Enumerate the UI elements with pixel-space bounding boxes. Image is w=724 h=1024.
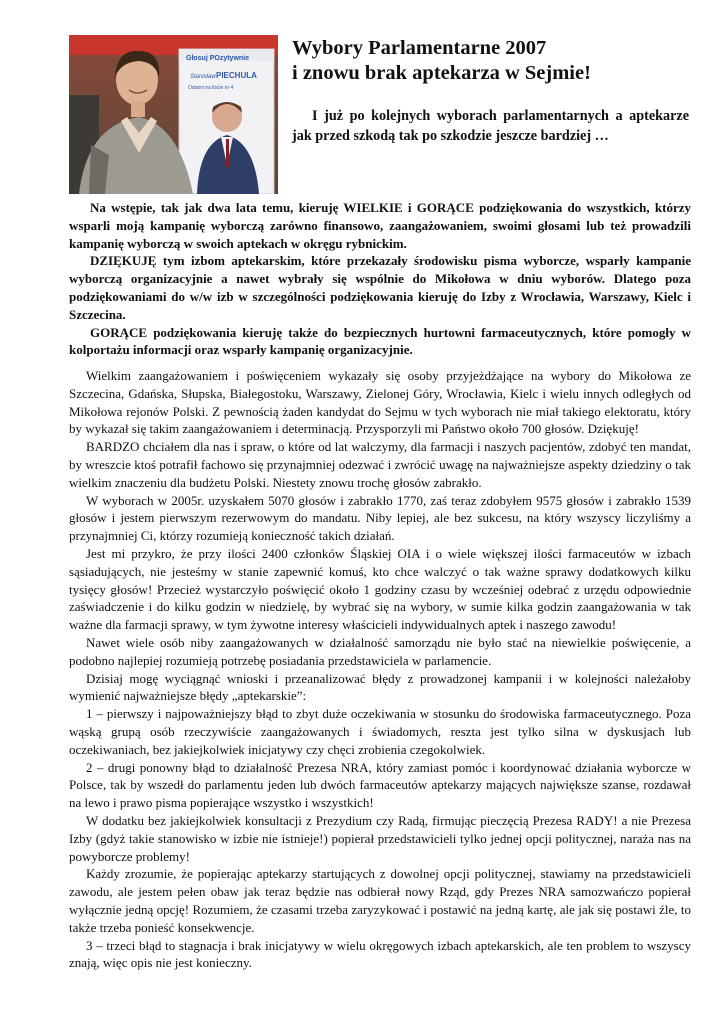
article-body <box>69 367 691 972</box>
poster-first-name: Stanisław <box>190 74 216 80</box>
body-paragraph: 2 – drugi ponowny błąd to działalność Prezesa NRA, który zamiast pomóc i koordynować działania wyborcze w Polsce, tak by wszedł do parlamentu jeden lub dwóch farmaceutów aptekarzy mających największe szanse, rozdawał na lewo i prawo pisma popierające wszystko i wszystkich! <box>69 759 691 811</box>
thanks-paragraph: Na wstępie, tak jak dwa lata temu, kieruję WIELKIE i GORĄCE podziękowania do wszystkich, którzy wsparli moją kampanię wyborczą zarówno finansowo, zaangażowaniem, swoimi głosami lub też prowadzili kampanię wyborczą w swoich aptekach w okręgu rybnickim. <box>69 200 691 251</box>
body-paragraph: Nawet wiele osób niby zaangażowanych w działalność samorządu nie było stać na niewielkie poświęcenie, a podobno najlepiej rozumieją potrzebę posiadania przedstawiciela w parlamencie. <box>69 634 691 668</box>
body-paragraph: W wyborach w 2005r. uzyskałem 5070 głosów i zabrakło 1770, zaś teraz zdobyłem 9575 głosów i zabrakło 1539 głosów i jestem pierwszym rezerwowym do mandatu. Niby lepiej, ale bez sukcesu, na który wszyscy liczyliśmy a przynajmniej Ci, którzy rozumieją konieczność takich działań. <box>69 492 691 544</box>
body-paragraph: Jest mi przykro, że przy ilości 2400 członków Śląskiej OIA i o wiele większej ilości farmaceutów w izbach sąsiadujących, nie jesteśmy w stanie zapewnić komuś, kto chce walczyć o tak ważne sprawy dodatkowych kilku tysięcy głosów! Przecież wystarczyło poświęcić około 1 godziny czasu by wcześniej odebrać z urzędu odpowiednie zaświadczenie i do kilku godzin w niedzielę, by wybrać się na wybory, w sumie kilka godzin zaangażowania w tak ważne dla farmacji sprawy, w tym żywotne interesy właścicieli indywidualnych aptek i naszego zawodu! <box>69 545 691 633</box>
intro-paragraph: I już po kolejnych wyborach parlamentarnych a aptekarze jak przed szkodą tak po szkodzie jeszcze bardziej … <box>292 108 689 144</box>
campaign-photo <box>69 35 278 194</box>
title-line-1: Wybory Parlamentarne 2007 <box>292 37 547 59</box>
body-paragraph: Dzisiaj mogę wyciągnąć wnioski i przeanalizować błędy z prowadzonej kampanii i w kolejności należałoby wymienić najważniejsze błędy „aptekarskie”: <box>69 670 691 704</box>
title-line-2: i znowu brak aptekarza w Sejmie! <box>292 62 591 84</box>
body-paragraph: Wielkim zaangażowaniem i poświęceniem wykazały się osoby przyjeżdżające na wybory do Mikołowa ze Szczecina, Gdańska, Słupska, Białegostoku, Warszawy, Zielonej Góry, Wrocławia, Kielc i wielu innych odległych od Mikołowa rejonów Polski. Z pewnością żaden kandydat do Sejmu w tych wyborach nie miał takiego elektoratu, który by wykazał się takim zaangażowaniem i determinacją. Przysporzyli mi Państwo około 700 głosów. Dziękuję! <box>69 368 691 437</box>
body-paragraph: 3 – trzeci błąd to stagnacja i brak inicjatywy w wielu okręgowych izbach aptekarskich, ale ten problem to wszyscy znają, więc opis nie jest konieczny. <box>69 937 691 971</box>
thanks-section <box>69 199 691 359</box>
poster-list-info: Ostatni na liście nr 4 <box>188 85 234 91</box>
body-paragraph: W dodatku bez jakiejkolwiek konsultacji z Prezydium czy Radą, firmując pieczęcią Prezesa RADY! a nie Prezesa Izby (gdyż takie stanowisko w izbie nie istnieje!) popierał przedstawicieli tylko jednej opcji politycznej, naraża nas na powyborcze problemy! <box>69 812 691 864</box>
article-title <box>292 36 692 86</box>
thanks-paragraph: DZIĘKUJĘ tym izbom aptekarskim, które przekazały środowisku pisma wyborcze, wsparły kampanie wyborczą organizacyjnie a nawet wybrały się wspólnie do Mikołowa w dniu wyborów. Dlatego poza podziękowaniami do w/w izb w szczególności podziękowania kieruję do Izby z Wrocławia, Warszawy, Kielc i Szczecina. <box>69 253 691 322</box>
thanks-paragraph: GORĄCE podziękowania kieruję także do bezpiecznych hurtowni farmaceutycznych, które pomogły w kolportażu informacji oraz wsparły kampanię organizacyjnie. <box>69 324 691 358</box>
poster-last-name: PIECHULA <box>216 71 257 80</box>
body-paragraph: BARDZO chciałem dla nas i spraw, o które od lat walczymy, dla farmacji i naszych pacjentów, zdobyć ten mandat, by wreszcie ktoś potrafił fachowo się przynajmniej odezwać i zwrócić uwagę na najważniejsze aspekty dziedziny o tak wielkim znaczeniu dla budżetu Polski. Niestety znowu trochę głosów zabrakło. <box>69 439 691 490</box>
body-paragraph: Każdy zrozumie, że popierając aptekarzy startujących z dowolnej opcji politycznej, stawiamy na przedstawicieli zawodu, ale jestem pełen obaw jak teraz będzie nas odbierał nowy Rząd, gdy Prezes NRA samozwańczo popierał wyłącznie jedną opcję! Rozumiem, że czasami trzeba zaryzykować i postawić na jedną kartę, ale jak się postawi źle, to także trzeba ponieść konsekwencje. <box>69 866 691 935</box>
poster-slogan: Głosuj POzytywnie <box>186 55 250 62</box>
body-paragraph: 1 – pierwszy i najpoważniejszy błąd to zbyt duże oczekiwania w stosunku do środowiska farmaceutycznego. Poza wąską grupą osób rzeczywiście zaangażowanych i świadomych, reszta jest tylko silna w dyskusjach lub oczekiwaniach, bez jakiejkolwiek inicjatywy czy chęci zrobienia czegokolwiek. <box>69 706 691 757</box>
